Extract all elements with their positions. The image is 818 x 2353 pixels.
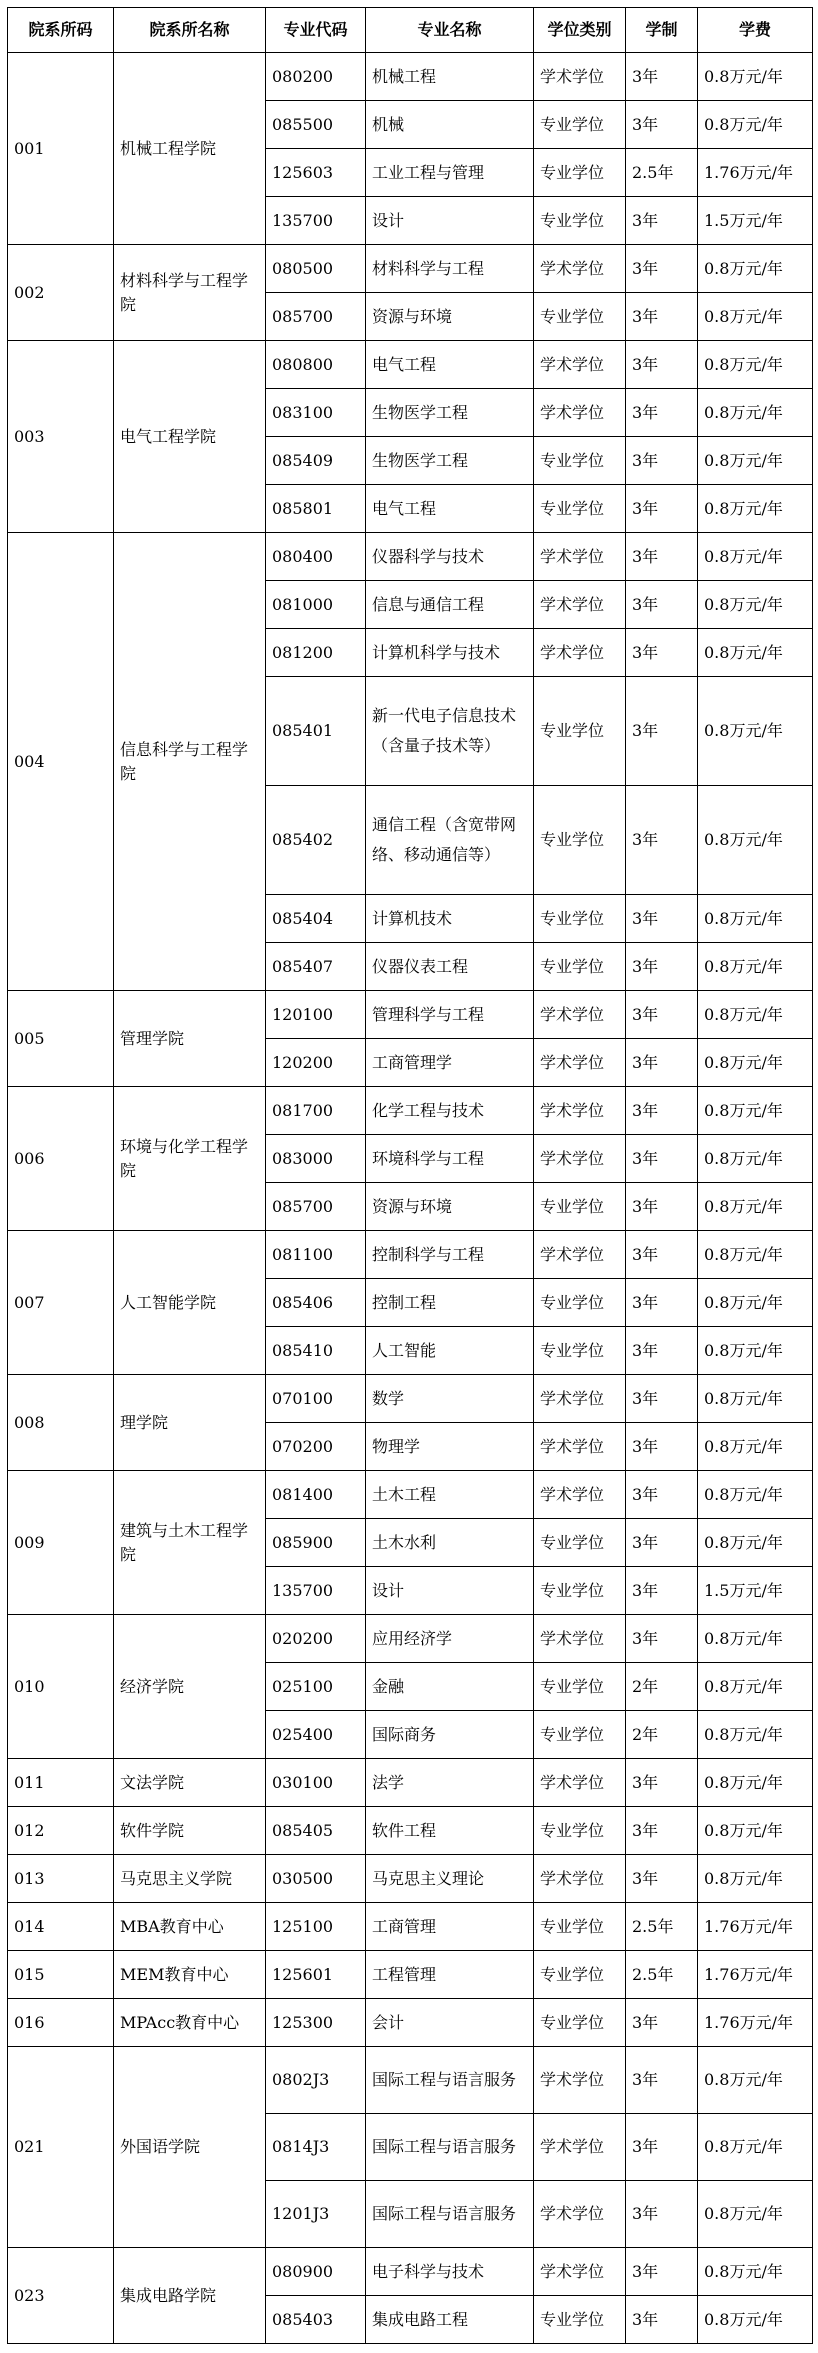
- degree-type-cell: 专业学位: [534, 786, 626, 895]
- major-name-cell: 仪器科学与技术: [366, 533, 534, 581]
- degree-type-cell: 学术学位: [534, 2248, 626, 2296]
- tuition-cell: 0.8万元/年: [698, 1471, 813, 1519]
- major-code-cell: 020200: [266, 1615, 366, 1663]
- duration-cell: 3年: [626, 895, 698, 943]
- degree-type-cell: 专业学位: [534, 293, 626, 341]
- table-row: [8, 1855, 813, 1903]
- duration-cell: 3年: [626, 101, 698, 149]
- duration-cell: 3年: [626, 1327, 698, 1375]
- dept-code-cell: 009: [8, 1471, 114, 1615]
- tuition-cell: 0.8万元/年: [698, 1759, 813, 1807]
- major-code-cell: 125601: [266, 1951, 366, 1999]
- dept-code-cell: 004: [8, 533, 114, 991]
- table-row: [8, 1375, 813, 1423]
- major-code-cell: 1201J3: [266, 2181, 366, 2248]
- header-cell: 院系所名称: [114, 8, 266, 53]
- major-code-cell: 085403: [266, 2296, 366, 2344]
- major-name-cell: 管理科学与工程: [366, 991, 534, 1039]
- major-name-cell: 化学工程与技术: [366, 1087, 534, 1135]
- degree-type-cell: 专业学位: [534, 943, 626, 991]
- major-code-cell: 080800: [266, 341, 366, 389]
- tuition-cell: 0.8万元/年: [698, 581, 813, 629]
- major-name-cell: 机械工程: [366, 53, 534, 101]
- tuition-cell: 0.8万元/年: [698, 2047, 813, 2114]
- degree-type-cell: 专业学位: [534, 895, 626, 943]
- major-code-cell: 085409: [266, 437, 366, 485]
- header-cell: 专业名称: [366, 8, 534, 53]
- table-row: [8, 1999, 813, 2047]
- major-name-cell: 新一代电子信息技术（含量子技术等）: [366, 677, 534, 786]
- dept-code-cell: 012: [8, 1807, 114, 1855]
- major-name-cell: 资源与环境: [366, 293, 534, 341]
- duration-cell: 2.5年: [626, 149, 698, 197]
- duration-cell: 3年: [626, 53, 698, 101]
- dept-name-cell: 文法学院: [114, 1759, 266, 1807]
- duration-cell: 3年: [626, 1855, 698, 1903]
- degree-type-cell: 专业学位: [534, 197, 626, 245]
- degree-type-cell: 学术学位: [534, 1375, 626, 1423]
- major-code-cell: 125300: [266, 1999, 366, 2047]
- degree-type-cell: 学术学位: [534, 1615, 626, 1663]
- dept-name-cell: 信息科学与工程学院: [114, 533, 266, 991]
- degree-type-cell: 学术学位: [534, 1231, 626, 1279]
- major-name-cell: 控制科学与工程: [366, 1231, 534, 1279]
- table-row: [8, 1807, 813, 1855]
- dept-name-cell: MPAcc教育中心: [114, 1999, 266, 2047]
- degree-type-cell: 专业学位: [534, 485, 626, 533]
- major-code-cell: 085407: [266, 943, 366, 991]
- table-row: [8, 245, 813, 293]
- duration-cell: 3年: [626, 1807, 698, 1855]
- duration-cell: 3年: [626, 629, 698, 677]
- degree-type-cell: 学术学位: [534, 1855, 626, 1903]
- table-row: [8, 1759, 813, 1807]
- tuition-cell: 1.76万元/年: [698, 1903, 813, 1951]
- tuition-cell: 0.8万元/年: [698, 1231, 813, 1279]
- tuition-cell: 1.76万元/年: [698, 149, 813, 197]
- table-row: [8, 991, 813, 1039]
- duration-cell: 3年: [626, 197, 698, 245]
- major-name-cell: 仪器仪表工程: [366, 943, 534, 991]
- tuition-cell: 0.8万元/年: [698, 895, 813, 943]
- degree-type-cell: 学术学位: [534, 1423, 626, 1471]
- table-row: [8, 1951, 813, 1999]
- degree-type-cell: 专业学位: [534, 437, 626, 485]
- major-code-cell: 081400: [266, 1471, 366, 1519]
- major-name-cell: 应用经济学: [366, 1615, 534, 1663]
- degree-type-cell: 专业学位: [534, 1951, 626, 1999]
- major-code-cell: 085404: [266, 895, 366, 943]
- duration-cell: 3年: [626, 1759, 698, 1807]
- table-row: [8, 533, 813, 581]
- major-code-cell: 085406: [266, 1279, 366, 1327]
- tuition-cell: 0.8万元/年: [698, 2296, 813, 2344]
- duration-cell: 2年: [626, 1663, 698, 1711]
- dept-name-cell: MEM教育中心: [114, 1951, 266, 1999]
- major-name-cell: 环境科学与工程: [366, 1135, 534, 1183]
- tuition-cell: 0.8万元/年: [698, 1663, 813, 1711]
- table-row: [8, 53, 813, 101]
- dept-name-cell: 马克思主义学院: [114, 1855, 266, 1903]
- major-name-cell: 国际商务: [366, 1711, 534, 1759]
- degree-type-cell: 学术学位: [534, 1471, 626, 1519]
- dept-code-cell: 023: [8, 2248, 114, 2344]
- degree-type-cell: 专业学位: [534, 1327, 626, 1375]
- major-code-cell: 083000: [266, 1135, 366, 1183]
- degree-type-cell: 专业学位: [534, 149, 626, 197]
- table-row: [8, 1903, 813, 1951]
- tuition-cell: 0.8万元/年: [698, 2181, 813, 2248]
- major-code-cell: 081200: [266, 629, 366, 677]
- major-name-cell: 材料科学与工程: [366, 245, 534, 293]
- tuition-cell: 0.8万元/年: [698, 677, 813, 786]
- tuition-cell: 0.8万元/年: [698, 2114, 813, 2181]
- degree-type-cell: 学术学位: [534, 245, 626, 293]
- degree-type-cell: 专业学位: [534, 101, 626, 149]
- tuition-cell: 0.8万元/年: [698, 341, 813, 389]
- tuition-table: [7, 7, 813, 2344]
- major-name-cell: 金融: [366, 1663, 534, 1711]
- dept-code-cell: 002: [8, 245, 114, 341]
- degree-type-cell: 专业学位: [534, 1519, 626, 1567]
- degree-type-cell: 学术学位: [534, 2047, 626, 2114]
- major-code-cell: 085900: [266, 1519, 366, 1567]
- degree-type-cell: 学术学位: [534, 991, 626, 1039]
- major-name-cell: 软件工程: [366, 1807, 534, 1855]
- tuition-cell: 1.76万元/年: [698, 1999, 813, 2047]
- major-name-cell: 工商管理学: [366, 1039, 534, 1087]
- table-row: [8, 2248, 813, 2296]
- dept-name-cell: 建筑与土木工程学院: [114, 1471, 266, 1615]
- tuition-cell: 0.8万元/年: [698, 389, 813, 437]
- tuition-cell: 0.8万元/年: [698, 53, 813, 101]
- duration-cell: 3年: [626, 1135, 698, 1183]
- header-cell: 学位类别: [534, 8, 626, 53]
- table-row: [8, 1231, 813, 1279]
- dept-code-cell: 008: [8, 1375, 114, 1471]
- major-code-cell: 120200: [266, 1039, 366, 1087]
- duration-cell: 3年: [626, 943, 698, 991]
- major-name-cell: 土木水利: [366, 1519, 534, 1567]
- table-row: [8, 1615, 813, 1663]
- table-row: [8, 1087, 813, 1135]
- dept-name-cell: 管理学院: [114, 991, 266, 1087]
- duration-cell: 3年: [626, 1519, 698, 1567]
- major-name-cell: 国际工程与语言服务: [366, 2047, 534, 2114]
- duration-cell: 3年: [626, 1423, 698, 1471]
- dept-code-cell: 015: [8, 1951, 114, 1999]
- major-name-cell: 数学: [366, 1375, 534, 1423]
- degree-type-cell: 学术学位: [534, 53, 626, 101]
- tuition-cell: 0.8万元/年: [698, 485, 813, 533]
- major-code-cell: 080200: [266, 53, 366, 101]
- duration-cell: 3年: [626, 1231, 698, 1279]
- duration-cell: 3年: [626, 677, 698, 786]
- duration-cell: 3年: [626, 991, 698, 1039]
- major-name-cell: 设计: [366, 1567, 534, 1615]
- degree-type-cell: 学术学位: [534, 2181, 626, 2248]
- degree-type-cell: 学术学位: [534, 341, 626, 389]
- degree-type-cell: 专业学位: [534, 1711, 626, 1759]
- tuition-cell: 0.8万元/年: [698, 1519, 813, 1567]
- dept-code-cell: 021: [8, 2047, 114, 2248]
- major-code-cell: 081000: [266, 581, 366, 629]
- major-code-cell: 025400: [266, 1711, 366, 1759]
- dept-code-cell: 003: [8, 341, 114, 533]
- major-code-cell: 070200: [266, 1423, 366, 1471]
- degree-type-cell: 专业学位: [534, 1807, 626, 1855]
- major-name-cell: 土木工程: [366, 1471, 534, 1519]
- dept-code-cell: 006: [8, 1087, 114, 1231]
- dept-code-cell: 010: [8, 1615, 114, 1759]
- duration-cell: 3年: [626, 1567, 698, 1615]
- tuition-cell: 0.8万元/年: [698, 629, 813, 677]
- major-name-cell: 电气工程: [366, 485, 534, 533]
- degree-type-cell: 专业学位: [534, 1183, 626, 1231]
- dept-code-cell: 014: [8, 1903, 114, 1951]
- major-name-cell: 工程管理: [366, 1951, 534, 1999]
- dept-name-cell: 人工智能学院: [114, 1231, 266, 1375]
- tuition-cell: 0.8万元/年: [698, 1711, 813, 1759]
- major-code-cell: 085500: [266, 101, 366, 149]
- tuition-cell: 0.8万元/年: [698, 101, 813, 149]
- major-code-cell: 070100: [266, 1375, 366, 1423]
- major-code-cell: 135700: [266, 197, 366, 245]
- tuition-cell: 0.8万元/年: [698, 1807, 813, 1855]
- dept-name-cell: 环境与化学工程学院: [114, 1087, 266, 1231]
- major-name-cell: 计算机科学与技术: [366, 629, 534, 677]
- major-name-cell: 生物医学工程: [366, 389, 534, 437]
- degree-type-cell: 学术学位: [534, 1039, 626, 1087]
- major-name-cell: 生物医学工程: [366, 437, 534, 485]
- major-name-cell: 机械: [366, 101, 534, 149]
- dept-name-cell: 机械工程学院: [114, 53, 266, 245]
- tuition-cell: 1.76万元/年: [698, 1951, 813, 1999]
- table-row: [8, 1471, 813, 1519]
- duration-cell: 2.5年: [626, 1951, 698, 1999]
- major-code-cell: 080400: [266, 533, 366, 581]
- dept-name-cell: 外国语学院: [114, 2047, 266, 2248]
- major-name-cell: 设计: [366, 197, 534, 245]
- header-cell: 院系所码: [8, 8, 114, 53]
- duration-cell: 3年: [626, 2296, 698, 2344]
- dept-name-cell: 集成电路学院: [114, 2248, 266, 2344]
- tuition-cell: 0.8万元/年: [698, 1855, 813, 1903]
- major-code-cell: 125100: [266, 1903, 366, 1951]
- major-name-cell: 计算机技术: [366, 895, 534, 943]
- dept-code-cell: 007: [8, 1231, 114, 1375]
- duration-cell: 2年: [626, 1711, 698, 1759]
- tuition-cell: 0.8万元/年: [698, 786, 813, 895]
- major-code-cell: 085405: [266, 1807, 366, 1855]
- tuition-cell: 1.5万元/年: [698, 197, 813, 245]
- duration-cell: 2.5年: [626, 1903, 698, 1951]
- duration-cell: 3年: [626, 1087, 698, 1135]
- tuition-cell: 0.8万元/年: [698, 943, 813, 991]
- major-code-cell: 085410: [266, 1327, 366, 1375]
- dept-name-cell: 电气工程学院: [114, 341, 266, 533]
- duration-cell: 3年: [626, 1375, 698, 1423]
- duration-cell: 3年: [626, 1615, 698, 1663]
- major-name-cell: 电子科学与技术: [366, 2248, 534, 2296]
- duration-cell: 3年: [626, 2181, 698, 2248]
- tuition-cell: 0.8万元/年: [698, 1039, 813, 1087]
- duration-cell: 3年: [626, 1999, 698, 2047]
- duration-cell: 3年: [626, 1039, 698, 1087]
- degree-type-cell: 专业学位: [534, 1999, 626, 2047]
- major-code-cell: 0814J3: [266, 2114, 366, 2181]
- duration-cell: 3年: [626, 786, 698, 895]
- header-row: [8, 8, 813, 53]
- dept-name-cell: 理学院: [114, 1375, 266, 1471]
- major-code-cell: 083100: [266, 389, 366, 437]
- tuition-cell: 0.8万元/年: [698, 533, 813, 581]
- degree-type-cell: 专业学位: [534, 2296, 626, 2344]
- major-code-cell: 030500: [266, 1855, 366, 1903]
- header-cell: 学费: [698, 8, 813, 53]
- duration-cell: 3年: [626, 2248, 698, 2296]
- major-name-cell: 人工智能: [366, 1327, 534, 1375]
- duration-cell: 3年: [626, 485, 698, 533]
- major-name-cell: 马克思主义理论: [366, 1855, 534, 1903]
- dept-name-cell: 经济学院: [114, 1615, 266, 1759]
- major-name-cell: 电气工程: [366, 341, 534, 389]
- tuition-cell: 0.8万元/年: [698, 1375, 813, 1423]
- major-code-cell: 081100: [266, 1231, 366, 1279]
- degree-type-cell: 学术学位: [534, 1087, 626, 1135]
- major-name-cell: 信息与通信工程: [366, 581, 534, 629]
- tuition-cell: 0.8万元/年: [698, 1183, 813, 1231]
- degree-type-cell: 专业学位: [534, 1903, 626, 1951]
- major-name-cell: 工商管理: [366, 1903, 534, 1951]
- duration-cell: 3年: [626, 1471, 698, 1519]
- major-name-cell: 物理学: [366, 1423, 534, 1471]
- duration-cell: 3年: [626, 245, 698, 293]
- major-code-cell: 080900: [266, 2248, 366, 2296]
- tuition-cell: 0.8万元/年: [698, 2248, 813, 2296]
- tuition-cell: 0.8万元/年: [698, 437, 813, 485]
- duration-cell: 3年: [626, 2047, 698, 2114]
- degree-type-cell: 专业学位: [534, 1663, 626, 1711]
- tuition-cell: 0.8万元/年: [698, 1327, 813, 1375]
- tuition-cell: 0.8万元/年: [698, 1087, 813, 1135]
- duration-cell: 3年: [626, 437, 698, 485]
- major-code-cell: 135700: [266, 1567, 366, 1615]
- major-code-cell: 030100: [266, 1759, 366, 1807]
- major-name-cell: 控制工程: [366, 1279, 534, 1327]
- dept-name-cell: MBA教育中心: [114, 1903, 266, 1951]
- major-code-cell: 081700: [266, 1087, 366, 1135]
- degree-type-cell: 学术学位: [534, 1759, 626, 1807]
- major-code-cell: 120100: [266, 991, 366, 1039]
- tuition-cell: 0.8万元/年: [698, 991, 813, 1039]
- major-name-cell: 法学: [366, 1759, 534, 1807]
- degree-type-cell: 学术学位: [534, 1135, 626, 1183]
- tuition-cell: 0.8万元/年: [698, 1423, 813, 1471]
- header-cell: 专业代码: [266, 8, 366, 53]
- header-cell: 学制: [626, 8, 698, 53]
- table-row: [8, 2047, 813, 2114]
- degree-type-cell: 学术学位: [534, 389, 626, 437]
- duration-cell: 3年: [626, 581, 698, 629]
- degree-type-cell: 学术学位: [534, 533, 626, 581]
- tuition-cell: 0.8万元/年: [698, 1615, 813, 1663]
- dept-code-cell: 005: [8, 991, 114, 1087]
- major-code-cell: 125603: [266, 149, 366, 197]
- degree-type-cell: 学术学位: [534, 581, 626, 629]
- degree-type-cell: 专业学位: [534, 1279, 626, 1327]
- major-code-cell: 085401: [266, 677, 366, 786]
- duration-cell: 3年: [626, 389, 698, 437]
- dept-name-cell: 材料科学与工程学院: [114, 245, 266, 341]
- duration-cell: 3年: [626, 533, 698, 581]
- tuition-cell: 0.8万元/年: [698, 1135, 813, 1183]
- tuition-cell: 0.8万元/年: [698, 245, 813, 293]
- major-code-cell: 085700: [266, 1183, 366, 1231]
- tuition-cell: 0.8万元/年: [698, 293, 813, 341]
- dept-code-cell: 011: [8, 1759, 114, 1807]
- duration-cell: 3年: [626, 293, 698, 341]
- degree-type-cell: 学术学位: [534, 629, 626, 677]
- table-row: [8, 341, 813, 389]
- major-name-cell: 国际工程与语言服务: [366, 2181, 534, 2248]
- major-name-cell: 工业工程与管理: [366, 149, 534, 197]
- degree-type-cell: 专业学位: [534, 1567, 626, 1615]
- major-code-cell: 025100: [266, 1663, 366, 1711]
- major-code-cell: 085801: [266, 485, 366, 533]
- degree-type-cell: 学术学位: [534, 2114, 626, 2181]
- major-code-cell: 085402: [266, 786, 366, 895]
- major-code-cell: 085700: [266, 293, 366, 341]
- dept-code-cell: 016: [8, 1999, 114, 2047]
- duration-cell: 3年: [626, 2114, 698, 2181]
- dept-name-cell: 软件学院: [114, 1807, 266, 1855]
- major-code-cell: 080500: [266, 245, 366, 293]
- major-name-cell: 国际工程与语言服务: [366, 2114, 534, 2181]
- dept-code-cell: 001: [8, 53, 114, 245]
- dept-code-cell: 013: [8, 1855, 114, 1903]
- degree-type-cell: 专业学位: [534, 677, 626, 786]
- tuition-cell: 0.8万元/年: [698, 1279, 813, 1327]
- major-name-cell: 通信工程（含宽带网络、移动通信等）: [366, 786, 534, 895]
- duration-cell: 3年: [626, 1279, 698, 1327]
- major-name-cell: 集成电路工程: [366, 2296, 534, 2344]
- major-name-cell: 资源与环境: [366, 1183, 534, 1231]
- duration-cell: 3年: [626, 341, 698, 389]
- major-code-cell: 0802J3: [266, 2047, 366, 2114]
- duration-cell: 3年: [626, 1183, 698, 1231]
- tuition-cell: 1.5万元/年: [698, 1567, 813, 1615]
- major-name-cell: 会计: [366, 1999, 534, 2047]
